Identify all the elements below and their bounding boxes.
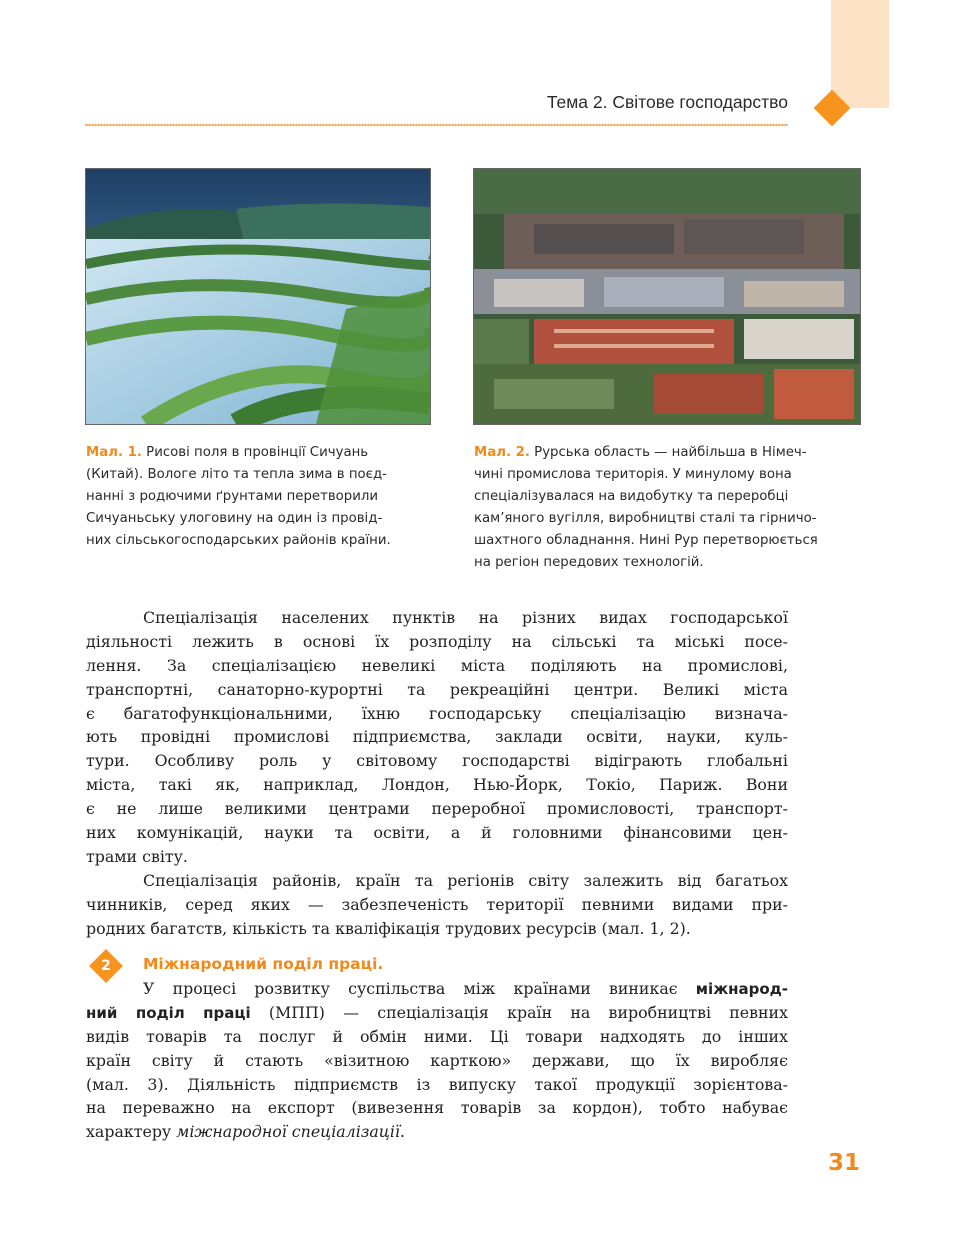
text-line [86,1120,788,1144]
page-number: 31 [827,1150,860,1176]
figure-2-caption-line: Рурська область — найбільша в Німеч- [534,445,807,460]
figure-1-caption [86,442,391,552]
text-fragment: характеру [86,1122,177,1142]
text-line: Спеціалізація населених пунктів на різних видах господарської [143,608,788,627]
text-line: лення. За спеціалізацією невеликі міста поділяють на промислові, [86,655,788,675]
section-title: Міжнародний поділ праці. [143,955,384,973]
ruhr-industrial-photo [473,168,861,425]
text-line: тури. Особливу роль у світовому господарстві відіграють глобальні [86,751,788,771]
text-line [86,977,788,1001]
text-line: транспортні, санаторно-курортні та рекреаційні центри. Великі міста [86,679,788,699]
figure-2-label: Мал. 2. [474,445,530,460]
figure-2-caption-line: чині промислова територія. У минулому вона [474,467,792,482]
figure-1-caption-line: нанні з родючими ґрунтами перетворили [86,489,379,504]
term-italic: міжнародної спеціалізації [176,1122,400,1142]
text-line: трами світу. [86,846,188,866]
text-line: Спеціалізація районів, країн та регіонів світу залежить від багатьох [143,871,788,890]
paragraph-settlements [86,606,788,869]
text-line: (мал. 3). Діяльність підприємств із випуску такої продукції зорієнтова- [86,1074,788,1094]
rice-terraces-photo [85,168,431,425]
text-line: ють провідні промислові підприємства, заклади освіти, науки, куль- [86,727,788,747]
text-line: країн світу й стають «візитною карткою» держави, що їх виробляє [86,1050,788,1070]
text-line: міста, такі як, наприклад, Лондон, Нью-Йорк, Токіо, Париж. Вони [86,775,788,795]
text-line: є не лише великими центрами переробної промисловості, транспорт- [86,799,788,819]
figure-2-caption-line: кам’яного вугілля, виробництві сталі та гірничо- [474,511,817,526]
figure-1-label: Мал. 1. [86,445,142,460]
text-fragment: . [399,1122,405,1142]
figure-2-caption-line: спеціалізувалася на видобутку та переробці [474,489,789,504]
text-fragment: У процесі розвитку суспільства між країнами виникає [143,979,696,998]
figure-1-caption-line: них сільськогосподарських районів країни. [86,533,391,548]
text-line: них комунікацій, науки та освіти, а й головними фінансовими цен- [86,823,788,843]
chapter-tab [831,0,889,108]
text-line: є багатофункціональними, їхню господарську спеціалізацію визнача- [86,703,788,723]
text-line [86,1001,788,1025]
header-dotted-rule [85,123,788,127]
running-header: Тема 2. Світове господарство [546,92,788,112]
text-line: на переважно на експорт (вивезення товарів за кордон), тобто набуває [86,1098,788,1118]
text-line: родних багатств, кількість та кваліфікація трудових ресурсів (мал. 1, 2). [86,918,691,938]
figure-1-caption-line: Рисові поля в провінції Сичуань [146,445,369,460]
text-line: чинників, серед яких — забезпеченість території певними видами при- [86,894,788,914]
section-number: 2 [101,958,111,974]
text-line: видів товарів та послуг й обмін ними. Ці товари надходять до інших [86,1026,788,1046]
figure-1-caption-line: (Китай). Вологе літо та тепла зима в поєд- [86,467,387,482]
figure-2-caption-line: на регіон передових технологій. [474,555,704,570]
text-fragment: (МПП) — спеціалізація країн на виробництві певних [250,1002,788,1022]
paragraph-regions [86,869,788,941]
paragraph-international-division [86,977,788,1144]
text-line: діяльності лежить в основі їх розподілу на сільські та міські посе- [86,631,788,651]
figure-2-caption-line: шахтного обладнання. Нині Рур перетворюється [474,533,818,548]
figure-2-caption [474,442,818,574]
term-bold: ний поділ праці [86,1003,251,1022]
term-bold: міжнарод- [695,980,788,998]
figure-1-caption-line: Сичуаньську улоговину на один із провід- [86,511,383,526]
